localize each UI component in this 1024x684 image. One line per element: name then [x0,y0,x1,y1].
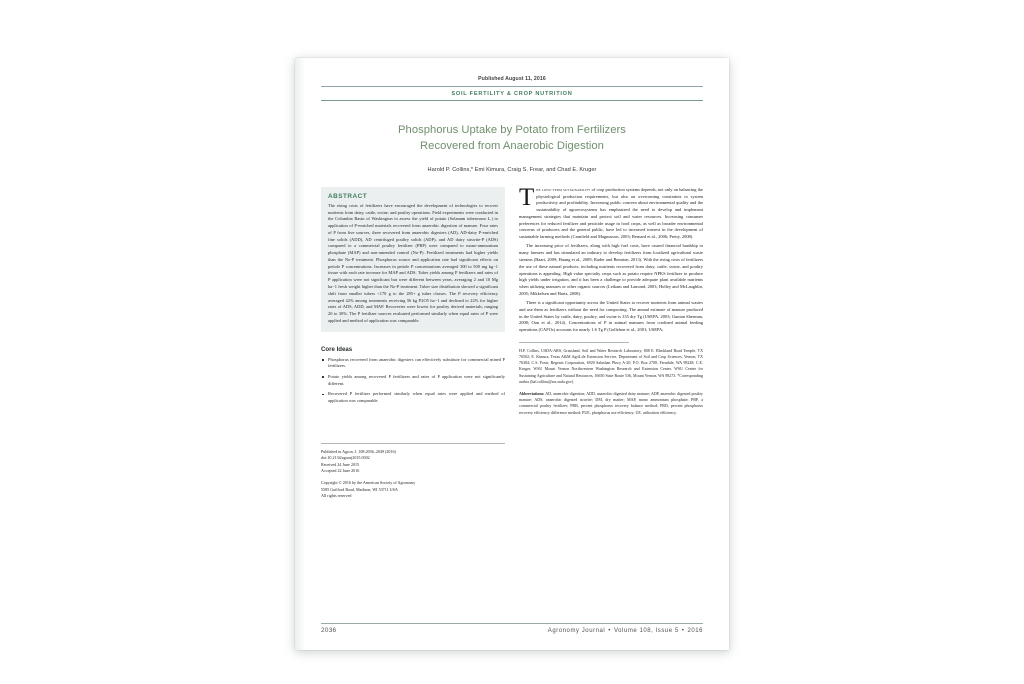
list-item: Recovered P fertilizer performed similarly when equal rates were applied and method of application was comparable. [321,391,505,404]
intro-paragraph-3: There is a significant opportunity across the United States to recover nutrients from animal wastes and use them as fertilizers without the need for composting. The annual estimate of manure produced in the United States by cattle, dairy, poultry, and swine is 335 dry Tg (USEPA, 2003; Gunian Sherman, 2008; Oun et al., 2014). Concentrations of P in animal manures from confined animal feeding operations (CAFOs) accounts for nearly 1.6 Tg P (Gollehon et al., 2001; USEPA, [519,300,703,333]
rights-line: All rights reserved [321,493,352,499]
list-item: Phosphorus recovered from anaerobic digesters can effectively substitute for commercial mined P fertilizers. [321,357,505,370]
lead-smallcaps: he long-term sustainability [536,186,591,192]
list-item: Potato yields among recovered P fertilizers and rates of P application were not significantly different. [321,374,505,387]
journal-section-heading: SOIL FERTILITY & CROP NUTRITION [451,90,573,97]
author-affiliations: H.P. Collins, USDA-ARS, Grassland, Soil and Water Research Laboratory, 808 E. Blackland Road Temple, TX 76502; E. Kimura, Texas A&M AgriLife Extension Service, Department of Soil and Crop Sciences, Vernon, TX 76384; C.S. Frear, Regenis Corporation, 6920 Salashan Pkwy A-20, P.O. Box 2708, Ferndale, WA 98248; C.E. Kruger, WSU Mount Vernon Northwestern Washington Research and Extension Center, WSU Center for Sustaining Agriculture and Natural Resources, 16650 State Route 536, Mount Vernon, WA 98273. *Corresponding author (hal.collins@ars.usda.gov). [519,347,703,384]
abbreviations-note [519,391,703,416]
core-ideas-section [321,346,505,405]
page-gutter-shading [295,58,305,650]
page-number: 2036 [321,627,337,634]
footer-separator-1: • [608,628,611,634]
received-date: Received 24 June 2015 [321,461,360,467]
journal-volume-issue: Volume 108, Issue 5 [613,628,679,634]
left-column [321,187,505,506]
page-content [321,76,703,632]
abstract-text: The rising costs of fertilizers have encouraged the development of technologies to recover nutrients from dairy, cattle, swine, and poultry operations. Field experiments were conducted in the Columbia Basin of Washington to assess the yield of potato (Solanum tuberosum L.) to application of P-enriched materials recovered from anaerobic digestion of manure. Four rates of P from five sources, three recovered from anaerobic digesters (AD), AD-dairy P-enriched fine solids (ADD), AD centrifuged poultry solids (ADP), and AD dairy struvite-P (ADS) compared to a commercial poultry fertilizer (PBP) were compared to mono-ammonium phosphate (MAP) and non-amended control (No-P). Fertilized treatments had higher yields than the No-P treatment. Phosphorus source and application rate had significant effects on petiole P concentrations. Increases in petiole P concentrations averaged 300 to 500 mg kg−1 tissue with each rate increase for MAP and ADS. Tuber yields among P fertilizers and rates of P application were not significant but were different between years, averaging 2 and 10 Mg ha−1 fresh weight higher than the No-P treatment. Tuber size distribution showed a significant shift from smaller tubers <170 g to the 285+ g tuber classes. The P recovery efficiency averaged 42% among treatments receiving 56 kg P2O5 ha−1 and declined to 22% for higher rates of ADS, ADD, and MAP. Recoveries were lowest for poultry derived materials, ranging 20 to 30%. The P fertilizer sources evaluated performed similarly when equal rates of P were applied and method of application was comparable. [328,202,498,323]
publication-meta-rule [321,443,505,444]
abbreviations-label: Abbreviations: [519,391,545,397]
abstract-box [321,187,505,332]
copyright-block [321,480,505,499]
page-footer [321,623,703,635]
publication-citation-block [321,449,505,475]
article-title-line-1: Phosphorus Uptake by Potato from Fertilizers [398,124,626,136]
core-ideas-list [321,357,505,405]
journal-name: Agronomy Journal [547,628,606,634]
journal-year: 2016 [687,628,703,634]
abstract-heading: ABSTRACT [328,192,368,200]
masthead-rule-top [321,86,703,87]
intro-paragraph-2: The increasing price of fertilizers, along with high fuel costs, have caused financial hardship to many farmers and has stimulated an industry to develop fertilizers from localized agricultural waste streams (Haart, 2009; Huang et al., 2009; Ruder and Bennion, 2013). With the rising costs of fertilizers the use of these natural products, including nutrients recovered from dairy, cattle, swine, and poultry operations is appealing. High value specialty crops such as potato require NPKS fertilizer to produce high yields under irrigation, and it has been a challenge to provide adequate plant available nutrients when utilizing manures or other organic sources (Leikam and Lamond, 2003; Holley and McLaughlin, 2005; Mikkelsen and Hartz, 2008). [519,243,703,296]
right-column [519,183,703,506]
masthead-rule-bottom [321,100,703,101]
two-column-body [321,183,703,506]
core-ideas-heading: Core Ideas [321,345,353,353]
published-date: Published August 11, 2016 [478,76,546,82]
author-list: Harold P. Collins,* Emi Kimura, Craig S. Frear, and Chad E. Kruger [427,166,597,173]
journal-page [295,58,729,650]
footer-separator-2: • [681,628,685,634]
article-title-line-2: Recovered from Anaerobic Digestion [420,139,604,152]
footnote-rule [519,342,629,343]
intro-paragraph-1 [519,183,703,241]
drop-cap: T [519,183,535,211]
citation-line: Published in Agron. J. 108:2036–2049 (2016) [321,448,396,454]
abbreviations-text: AD, anaerobic digestion; ADD, anaerobic digested dairy manure; ADP, anaerobic digested poultry manure; ADS, anaerobic digested struvite; DM, dry matter; MAP, mono ammonium phosphate; PBP, a commercial poultry fertilizer; PRB, percent phosphorus recovery balance method; PRD, percent phosphorus recovery efficiency difference method; PUE, phosphorus use efficiency; UE, utilization efficiency. [519,391,703,415]
doi-line[interactable]: doi:10.2134/agronj2015.0302 [321,455,370,461]
accepted-date: Accepted 22 June 2016 [321,467,360,473]
publisher-address: 5585 Guilford Road, Madison, WI 53711 USA [321,486,398,492]
intro-paragraph-1-rest: of crop production systems depends, not only on balancing the physiological production requirements, but also on overcoming constraints to system productivity and profitability. Increasing public concern about environmental quality and the sustainability of agroecosystems has emphasized the need to develop and implement management strategies that maintain and protect soil and water resources. Increasing consumer preferences for reduced fertilizer and pesticide usage in food crops, as well as broader environmental concerns of producers and the general public, have led to increased interest in the development of sustainable farming methods (Cranfield and Magnusson, 2003; Bernard et al., 2006; Pretty, 2008). [519,186,703,240]
journal-citation-footer [548,628,703,634]
copyright-line: Copyright © 2016 by the American Society of Agronomy [321,480,416,486]
page-title [321,123,703,155]
